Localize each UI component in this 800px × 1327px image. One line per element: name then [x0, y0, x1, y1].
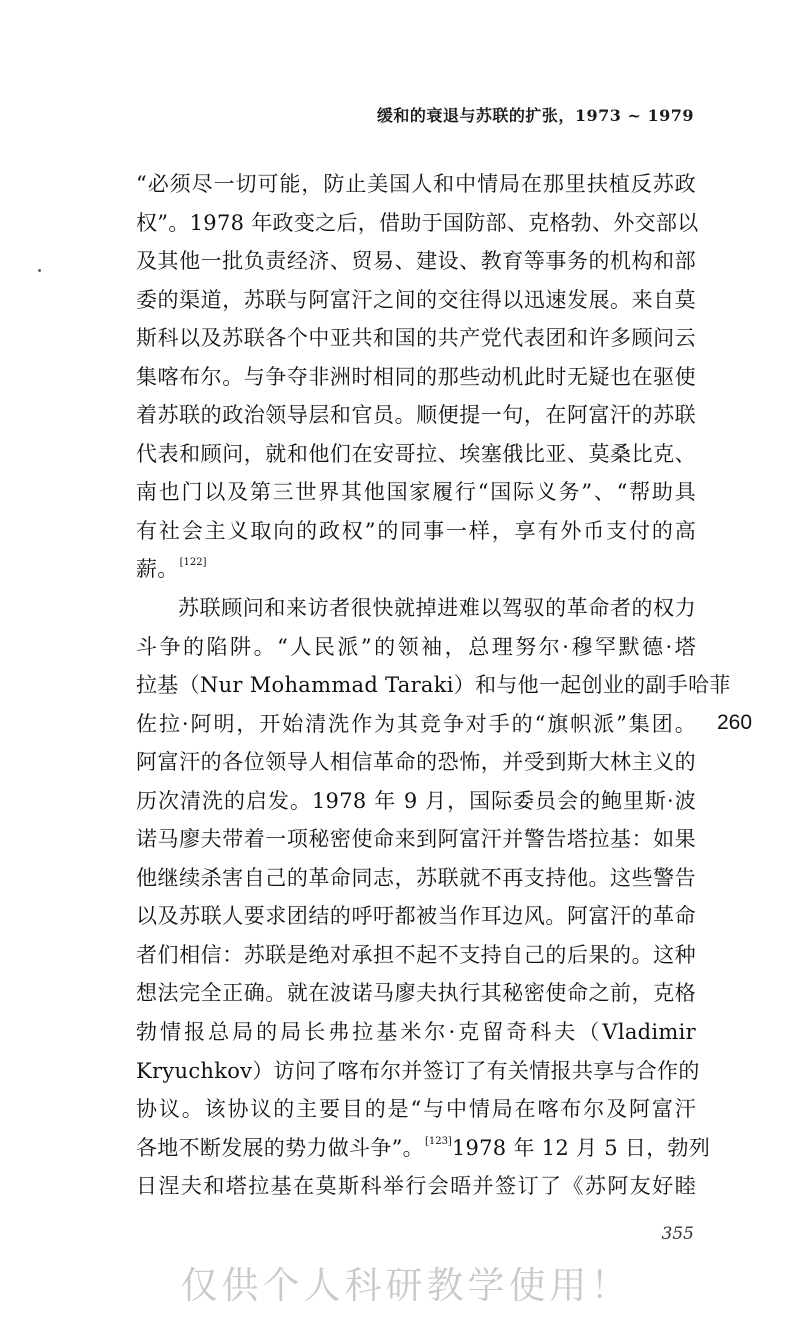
text-line: 南也门以及第三世界其他国家履行“国际义务”、“帮助具: [136, 480, 696, 505]
text-line: 日涅夫和塔拉基在莫斯科举行会晤并签订了《苏阿友好睦: [136, 1174, 696, 1199]
margin-page-reference: 260: [717, 711, 753, 734]
text-line: 他继续杀害自己的革命同志，苏联就不再支持他。这些警告: [136, 865, 696, 890]
quote-end-text: 各地不断发展的势力做斗争”。: [136, 1135, 424, 1160]
running-header: 缓和的衰退与苏联的扩张，1973 ~ 1979: [376, 106, 694, 125]
body-text: [136, 165, 731, 1206]
text-line: 协议。该协议的主要目的是“与中情局在喀布尔及阿富汗: [136, 1097, 696, 1122]
text-line: Kryuchkov）访问了喀布尔并签订了有关情报共享与合作的: [136, 1058, 700, 1083]
page-number: 355: [661, 1224, 694, 1244]
text-line: 集喀布尔。与争夺非洲时相同的那些动机此时无疑也在驱使: [136, 364, 696, 389]
text-line: 有社会主义取向的政权”的同事一样，享有外币支付的高: [136, 518, 696, 543]
text-line: 佐拉·阿明，开始清洗作为其竞争对手的“旗帜派”集团。: [136, 711, 696, 736]
text-line: 勃情报总局的局长弗拉基米尔·克留奇科夫（Vladimir: [136, 1020, 696, 1045]
text-line: 历次清洗的启发。1978 年 9 月，国际委员会的鲍里斯·波: [136, 788, 696, 813]
text-line: 及其他一批负责经济、贸易、建设、教育等事务的机构和部: [136, 249, 696, 274]
text-line: [136, 550, 696, 589]
final-line-text: 薪。: [136, 557, 179, 582]
text-line: “必须尽一切可能，防止美国人和中情局在那里扶植反苏政: [136, 172, 696, 196]
date-text: 1978 年 12 月 5 日，勃列: [451, 1135, 711, 1160]
text-line: 以及苏联人要求团结的呼吁都被当作耳边风。阿富汗的革命: [136, 904, 696, 929]
text-line: 斗争的陷阱。“人民派”的领袖，总理努尔·穆罕默德·塔: [136, 634, 696, 659]
text-line: [136, 1129, 711, 1168]
text-line: 想法完全正确。就在波诺马廖夫执行其秘密使命之前，克格: [136, 981, 696, 1006]
text-line: 代表和顾问，就和他们在安哥拉、埃塞俄比亚、莫桑比克、: [136, 441, 696, 466]
text-line: 者们相信：苏联是绝对承担不起不支持自己的后果的。这种: [136, 942, 696, 967]
text-line: 权”。1978 年政变之后，借助于国防部、克格勃、外交部以: [136, 210, 699, 235]
scan-dot: [38, 269, 41, 272]
text-line: 拉基（Nur Mohammad Taraki）和与他一起创业的副手哈菲: [136, 673, 731, 698]
footnote-ref: [123]: [424, 1135, 452, 1147]
footnote-ref: [122]: [179, 557, 207, 569]
text-line: 阿富汗的各位领导人相信革命的恐怖，并受到斯大林主义的: [136, 750, 696, 775]
text-line: 苏联顾问和来访者很快就掉进难以驾驭的革命者的权力: [178, 596, 696, 621]
watermark: 仅供个人科研教学使用！: [180, 1264, 632, 1307]
text-line: 委的渠道，苏联与阿富汗之间的交往得以迅速发展。来自莫: [136, 287, 696, 312]
text-line: 着苏联的政治领导层和官员。顺便提一句，在阿富汗的苏联: [136, 403, 696, 428]
text-line: 斯科以及苏联各个中亚共和国的共产党代表团和许多顾问云: [136, 326, 696, 351]
text-line: 诺马廖夫带着一项秘密使命来到阿富汗并警告塔拉基：如果: [136, 827, 696, 852]
